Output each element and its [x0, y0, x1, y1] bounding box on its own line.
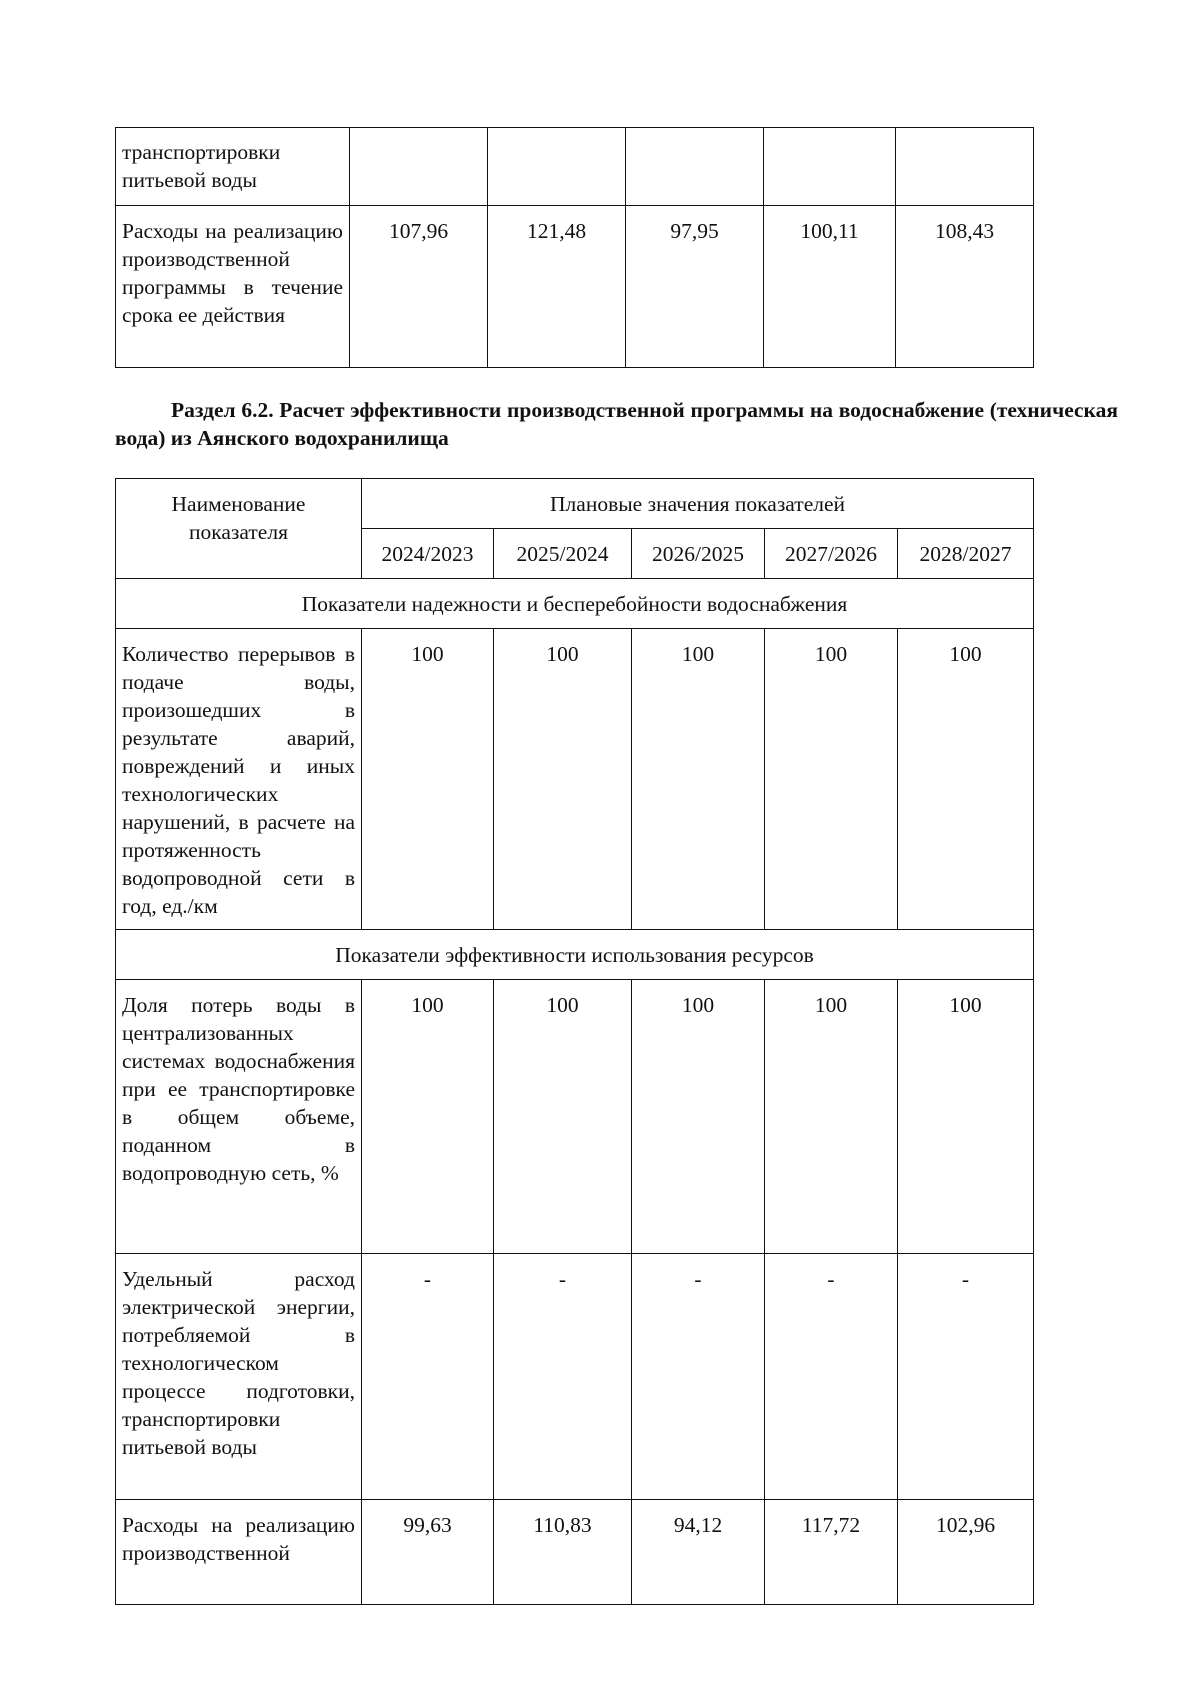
value-cell: 100	[765, 980, 898, 1254]
table-row	[116, 629, 1034, 930]
table-row	[116, 128, 1034, 206]
value-cell: 100,11	[764, 206, 896, 368]
value-cell: 100	[494, 980, 632, 1254]
value-cell	[764, 128, 896, 206]
value-cell: 100	[632, 629, 765, 930]
value-cell: 102,96	[898, 1500, 1034, 1605]
header-year: 2024/2023	[362, 529, 494, 579]
group-row-efficiency	[116, 930, 1034, 980]
section-heading	[115, 396, 1118, 452]
row-name-cell: Количество перерывов в подаче воды, произошедших в результате аварий, повреждений и иных технологических нарушений, в расчете на протяженность водопроводной сети в год, ед./км	[116, 629, 362, 930]
header-year: 2026/2025	[632, 529, 765, 579]
header-year: 2025/2024	[494, 529, 632, 579]
value-cell: -	[765, 1254, 898, 1500]
efficiency-indicator-table	[115, 478, 1034, 1605]
header-planned-values: Плановые значения показателей	[362, 479, 1034, 529]
header-indicator-name: Наименование показателя	[116, 479, 362, 579]
value-cell: 117,72	[765, 1500, 898, 1605]
value-cell: 100	[898, 629, 1034, 930]
value-cell: 100	[765, 629, 898, 930]
table-row	[116, 1500, 1034, 1605]
row-name-cell: транспортировки питьевой воды	[116, 128, 350, 206]
value-cell: -	[632, 1254, 765, 1500]
value-cell: -	[362, 1254, 494, 1500]
value-cell: -	[494, 1254, 632, 1500]
table-header-row	[116, 479, 1034, 529]
value-cell: -	[898, 1254, 1034, 1500]
value-cell: 99,63	[362, 1500, 494, 1605]
value-cell: 121,48	[488, 206, 626, 368]
table-row	[116, 980, 1034, 1254]
value-cell: 100	[362, 629, 494, 930]
header-year: 2028/2027	[898, 529, 1034, 579]
value-cell	[350, 128, 488, 206]
value-cell: 100	[494, 629, 632, 930]
value-cell: 108,43	[896, 206, 1034, 368]
value-cell: 100	[898, 980, 1034, 1254]
group-title: Показатели эффективности использования ресурсов	[116, 930, 1034, 980]
value-cell: 100	[632, 980, 765, 1254]
value-cell	[896, 128, 1034, 206]
indicator-table-continued	[115, 127, 1034, 368]
table-row	[116, 1254, 1034, 1500]
row-name-cell: Удельный расход электрической энергии, потребляемой в технологическом процессе подготовки, транспортировки питьевой воды	[116, 1254, 362, 1500]
table-row	[116, 206, 1034, 368]
value-cell	[626, 128, 764, 206]
row-name-cell: Расходы на реализацию производственной программы в течение срока ее действия	[116, 206, 350, 368]
value-cell: 94,12	[632, 1500, 765, 1605]
section-heading-text: Раздел 6.2. Расчет эффективности производственной программы на водоснабжение (техническая вода) из Аянского водохранилища	[115, 398, 1118, 450]
group-row-reliability	[116, 579, 1034, 629]
group-title: Показатели надежности и бесперебойности водоснабжения	[116, 579, 1034, 629]
value-cell: 97,95	[626, 206, 764, 368]
header-year: 2027/2026	[765, 529, 898, 579]
value-cell: 110,83	[494, 1500, 632, 1605]
row-name-cell: Расходы на реализацию производственной	[116, 1500, 362, 1605]
row-name-cell: Доля потерь воды в централизованных системах водоснабжения при ее транспортировке в общем объеме, поданном в водопроводную сеть, %	[116, 980, 362, 1254]
value-cell	[488, 128, 626, 206]
value-cell: 100	[362, 980, 494, 1254]
value-cell: 107,96	[350, 206, 488, 368]
